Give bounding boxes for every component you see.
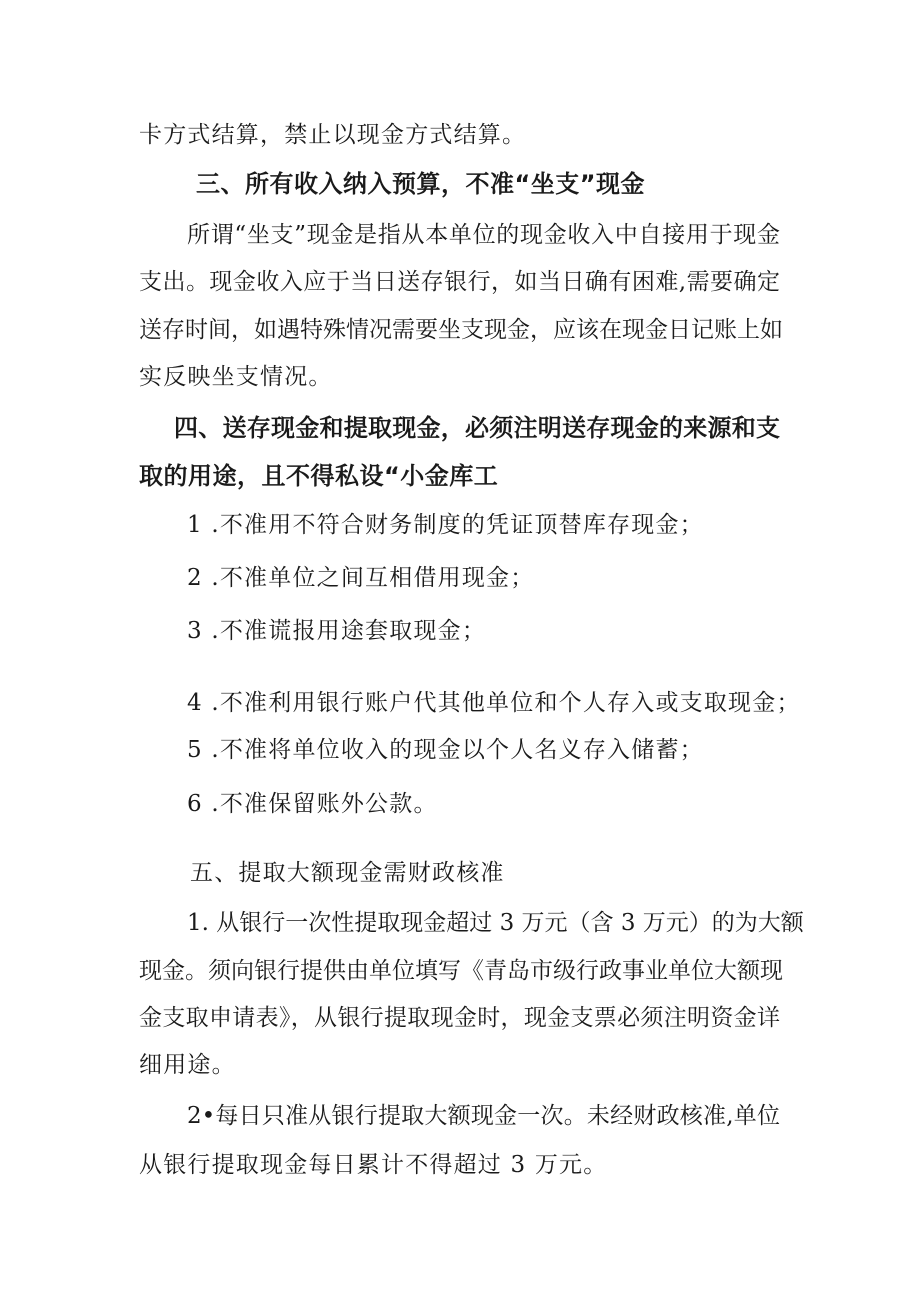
paragraph-line: 从银行提取现金每日累计不得超过 3 万元。: [139, 1152, 608, 1178]
paragraph-line: 金支取申请表》，从银行提取现金时，现金支票必须注明资金详: [139, 1005, 780, 1031]
list-item: 2 .不准单位之间互相借用现金；: [187, 565, 535, 591]
paragraph-line: 支出。现金收入应于当日送存银行，如当日确有困难,需要确定: [139, 269, 780, 295]
section-heading-4-cont: 取的用途，且不得私设“小金库工: [139, 462, 499, 490]
list-item: 3 .不准谎报用途套取现金；: [187, 618, 487, 644]
paragraph-line: 所谓“坐支”现金是指从本单位的现金收入中自接用于现金: [187, 222, 780, 248]
paragraph-line: 卡方式结算，禁止以现金方式结算。: [139, 122, 527, 148]
paragraph-line: 1. 从银行一次性提取现金超过 3 万元（含 3 万元）的为大额: [187, 910, 804, 936]
section-heading-4: 四、送存现金和提取现金，必须注明送存现金的来源和支: [174, 414, 780, 442]
paragraph-line: 细用途。: [139, 1052, 236, 1078]
paragraph-line: 2•每日只准从银行提取大额现金一次。未经财政核准,单位: [187, 1103, 780, 1129]
paragraph-line: 实反映坐支情况。: [139, 364, 333, 390]
list-item: 4 .不准利用银行账户代其他单位和个人存入或支取现金；: [187, 690, 801, 716]
list-item: 1 .不准用不符合财务制度的凭证顶替库存现金；: [187, 512, 704, 538]
section-heading-5: 五、提取大额现金需财政核准: [190, 860, 505, 886]
list-item: 6 .不准保留账外公款。: [187, 791, 438, 817]
section-heading-3: 三、所有收入纳入预算，不准“坐支”现金: [196, 170, 646, 198]
paragraph-line: 现金。须向银行提供由单位填写《青岛市级行政事业单位大额现: [139, 958, 783, 984]
paragraph-line: 送存时间，如遇特殊情况需要坐支现金，应该在现金日记账上如: [139, 317, 783, 343]
list-item: 5 .不准将单位收入的现金以个人名义存入储蓄；: [187, 737, 704, 763]
